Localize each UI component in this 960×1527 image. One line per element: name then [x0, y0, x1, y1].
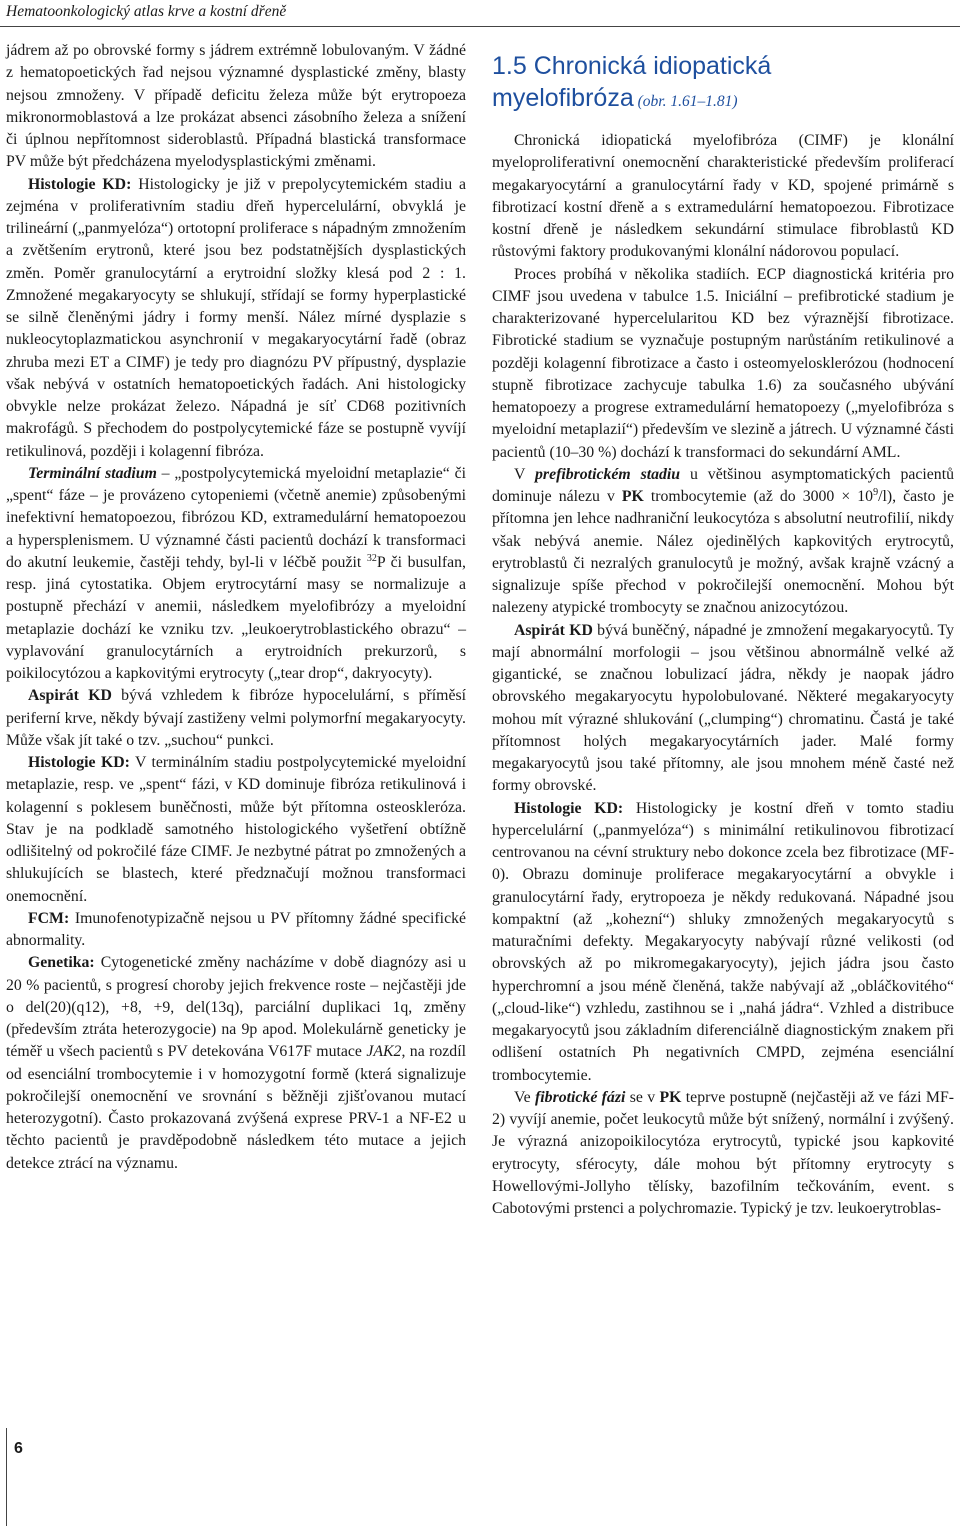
label-fibrotic: fibrotické fázi [535, 1088, 626, 1106]
text-terminal-b: P či busulfan, resp. jiná cytostatika. Objem erytrocytární masy se normalizuje a postupně přechází v anemii, následkem myelofibrózy a myeloidní metaplazie dochází ke vzniku tzv. „leukoerytroblastického obrazu“ – vyplavování granulocytárních a erytroidních prekurzorů, s poikilocytózou a kapkovitými erytrocyty („tear drop“, dakryocyty). [6, 553, 466, 682]
right-column [492, 40, 954, 1220]
label-fcm: FCM: [28, 909, 70, 927]
text-prefib-b: trombocytemie (až do 3000 × 10 [643, 488, 874, 505]
label-histologie-2: Histologie KD: [28, 754, 130, 771]
page-number: 6 [14, 1440, 23, 1457]
paragraph-left-1: jádrem až po obrovské formy s jádrem extrémně lobulovaným. V žádné z hematopoetických řad nejsou významné dysplastické změny, blasty nejsou zmnoženy. V případě deficitu železa může být erytropoeza mikronormoblastová a lze prokázat absenci zásobního železa a snížení či úplnou nepřítomnost sideroblastů. Případná blastická transformace PV může být předcházena myelodysplastickými změnami. [6, 42, 466, 171]
paragraph-genetika [6, 952, 466, 1175]
section-title-line-2: myelofibróza [492, 84, 634, 112]
text-prefib-c: /l), často je přítomna jen lehce nadhraniční leukocytóza s absolutní neutrofilií, nikdy však nebývá anemie. Nález ojedinělých kapkovitých erytrocytů, erytroblastů či nezralých granulocytů je možný, avšak krajně vzácný a signalizuje spíše přechod v pokročilejší onemocnění. Mohou být nalezeny atypické trombocyty se značnou anizocytózou. [492, 488, 954, 617]
label-prefibrotic: prefibrotickém stadiu [535, 465, 681, 483]
page-number-bar [6, 1428, 7, 1526]
label-pk-2: PK [659, 1088, 682, 1106]
text-genetika-b: , na rozdíl od esenciální trombocytemie i v homozygotní formě (která signalizuje pokročilejší onemocnění ve srovnání s běžněji zjišťovanou mutací heterozygotní). Často prokazovaná zvýšená exprese PRV-1 a NF-E2 u těchto pacientů je pravděpodobně následkem této mutace a jejich detekce ztrácí na významu. [6, 1043, 466, 1172]
text-fib-a: se v [625, 1088, 660, 1106]
superscript-9: 9 [873, 487, 879, 498]
label-histologie: Histologie KD: [28, 175, 132, 193]
label-aspirat: Aspirát KD [28, 687, 112, 705]
section-heading [492, 50, 954, 118]
text-fcm: Imunofenotypizačně nejsou u PV přítomny žádné specifické abnormality. [6, 909, 466, 949]
text-prefib-pre: V [514, 465, 536, 483]
text-fib-b: teprve postupně (nejčastěji až ve fázi MF-2) vyvíjí anemie, počet leukocytů může být snížený, normální i zvýšený. Je výrazná anizopoikilocytóza erytrocytů, typické jsou kapkovité erytrocyty, sférocyty, dále mohou být přítomny erytrocyty s Howellovými-Jollyho tělísky, bazofilním tečkováním, event. s Cabotovými prstenci a polychromazie. Typický je tzv. leukoerytroblas- [492, 1088, 955, 1217]
paragraph-aspirat [6, 685, 466, 752]
text-terminal-a: – „postpolycytemická myeloidní metaplazie“ či „spent“ fáze – je provázeno cytopeniemi (včetně anemie) způsobenými inefektivní hematopoezou, fibrózou KD, extramedulární hematopoezou a hypersplenismem. U významné části pacientů dochází k transformaci do akutní leukemie, častěji tehdy, byl-li v léčbě použit [6, 464, 466, 571]
text-genetika-a: Cytogenetické změny nacházíme v době diagnózy asi u 20 % pacientů, s progresí choroby jejich frekvence roste – nejčastěji jde o del(20)(q12), +8, +9, del(13q), parciální duplikaci 1q, změny (především ztráta heterozygocie) na 9p apod. Molekulárně geneticky je téměř u všech pacientů s PV detekována V617F mutace [6, 954, 466, 1061]
paragraph-cimf-stages: Proces probíhá v několika stadiích. ECP diagnostická kritéria pro CIMF jsou uvedena v tabulce 1.5. Iniciální – prefibrotické stadium je charakterizované hypercelularitou KD bez výraznější fibrotizace. Fibrotické stadium se vyznačuje postupným narůstáním retikulinové a později kolagenní fibrotizace a často i osteomyelosklerózou (hodnocení stupně fibrotizace zachycuje tabulka 1.6) za současného ubývání hematopoezy a progrese extramedulární hematopoezy („myelofibróza s myeloidní metaplazií“) především ve slezině a játrech. U významné části pacientů (10–30 %) dochází k transformaci do sekundární AML. [492, 265, 954, 461]
label-aspirat-cimf: Aspirát KD [514, 621, 593, 639]
text-aspirat-cimf: bývá buněčný, nápadné je zmnožení megakaryocytů. Ty mají abnormální morfologii – jsou většinou abnormálně velké až gigantické, se značnou lobulizací jádra, někdy je naopak jádro obrovského megakaryocytu hypolobulované. Některé megakaryocyty mohou mít výrazné shlukování („clumping“) chromatinu. Častá je také přítomnost holých megakaryocytárních jader. Malé formy megakaryocytů jsou také přítomny, ale jsou mnohem méně časté než formy obrovské. [492, 621, 955, 795]
left-column [6, 40, 466, 1175]
section-figure-ref: (obr. 1.61–1.81) [633, 93, 738, 110]
text-fib-pre: Ve [514, 1088, 536, 1106]
label-histologie-cimf: Histologie KD: [514, 799, 624, 817]
paragraph-fibrotic [492, 1087, 954, 1221]
text-prefib-a: u většinou asymptomatických pacientů dominuje nálezu v [492, 465, 954, 505]
text-jak2: JAK2 [366, 1043, 402, 1061]
text-aspirat: bývá vzhledem k fibróze hypocelulární, s příměsí periferní krve, někdy bývají zastiženy velmi polymorfní megakaryocyty. Může však jít také o tzv. „suchou“ punkci. [6, 687, 466, 749]
paragraph-terminal-stadium [6, 463, 466, 686]
text-histologie-2: V terminálním stadiu postpolycytemické myeloidní metaplazie, resp. ve „spent“ fázi, v KD dominuje fibróza retikulinová i kolagenní s poklesem buněčnosti, může být přítomna osteoskleróza. Stav je na podkladě samotného histologického vyšetření obtížně odlišitelný od pokročilé fáze CIMF. Je nezbytné pátrat po zmnožených a shlukujících se blastech, které předznačují možnou transformaci onemocnění. [6, 754, 466, 905]
paragraph-fcm [6, 908, 466, 953]
paragraph-histologie-cimf [492, 798, 954, 1087]
paragraph-aspirat-cimf [492, 620, 954, 798]
paragraph-histologie-pv [6, 174, 466, 463]
paragraph-cimf-intro: Chronická idiopatická myelofibróza (CIMF) je klonální myeloproliferativní onemocnění charakteristické především proliferací megakaryocytární a granulocytární řady v KD, spojené primárně s fibrotizací kostní dřeně a s extramedulární hematopoezou. Fibrotizace kostní dřeně je následkem sekundární stimulace fibroblastů KD růstovými faktory produkovanými klonální nádorovou populací. [492, 132, 954, 261]
text-histologie-cimf: Histologicky je kostní dřeň v tomto stadiu hypercelulární („panmyelóza“) s minimální retikulinovou fibrotizací centrovanou na cévní struktury nebo dokonce zcela bez fibrotizace (MF-0). Obrazu dominuje proliferace megakaryocytární a obvykle i granulocytární řady, erytropoeza je někdy redukovaná. Nápadné jsou kompaktní (až „kohezní“) shluky zmnožených megakaryocytů s maturačními defekty. Megakaryocyty nabývají různé velikosti (od obrovských až po mikromegakaryocyty), jejich jádra jsou často hyperchromní a jsou méně členěná, takže nabývají až „obláčkovitého“ („cloud-like“) vzhledu, zastihnou se i „nahá jádra“. Vzhled a distribuce megakaryocytů jsou základním diferenciálně diagnostickým znakem při odlišení ostatních Ph negativních CMPD, zejména esenciální trombocytemie. [492, 799, 954, 1084]
text-histologie: Histologicky je již v prepolycytemickém stadiu a zejména v proliferativním stadiu dřeň hypercelulární, obvyklá je trilineární („panmyelóza“) ortotopní proliferace s nápadným zmnožením a zvětšením erytronů, které jsou bez podstatnějších dysplastických změn. Poměr granulocytární a erytroidní složky klesá pod 2 : 1. Zmnožené megakaryocyty se shlukují, střídají se formy hyperplastické se silně členěnými jádry i formy menší. Nález mírné dysplazie s nukleocytoplazmatickou asynchronií v megakaryocytární řadě (obraz zhruba mezi ET a CIMF) je tedy pro diagnózu PV přípustný, dysplazie však nebývá v ostatních hematopoetických řadách. Ani histologicky obvykle nelze prokázat železo. Nápadná je síť CD68 pozitivních makrofágů. S přechodem do postpolycytemické fáze se postupně vyvíjí retikulinová, později i kolagenní fibróza. [6, 175, 467, 460]
label-terminal-stadium: Terminální stadium [28, 464, 157, 482]
label-genetika: Genetika: [28, 954, 95, 972]
section-title-line-1: 1.5 Chronická idiopatická [492, 52, 772, 80]
superscript-32: 32 [366, 552, 377, 564]
paragraph-histologie-terminal [6, 752, 466, 908]
paragraph-prefibrotic [492, 464, 954, 620]
label-pk-1: PK [621, 488, 644, 505]
header-rule [0, 26, 960, 27]
running-header: Hematoonkologický atlas krve a kostní dřeně [6, 3, 287, 20]
